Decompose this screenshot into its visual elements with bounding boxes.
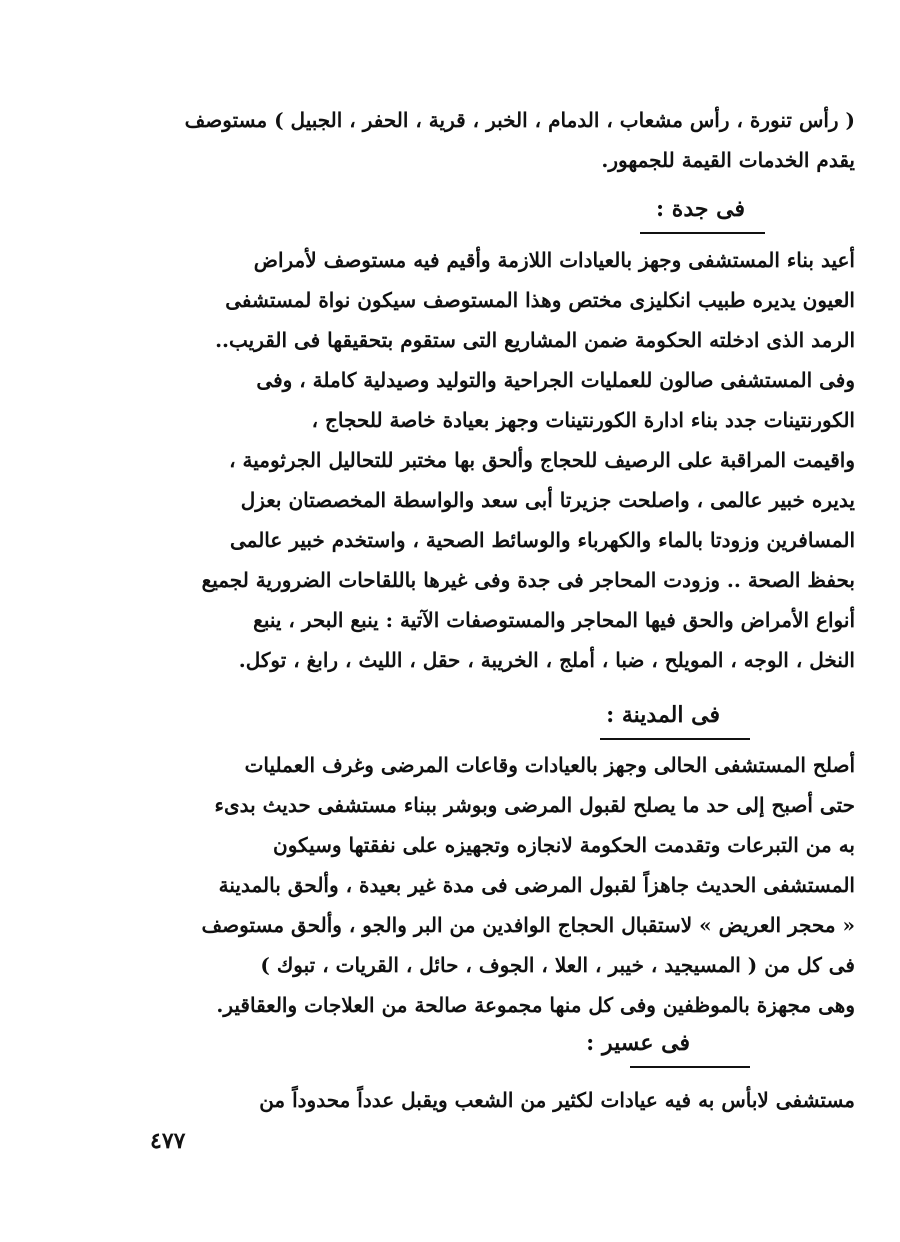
section-heading-asir: فى عسير :	[586, 1030, 690, 1056]
text-line: النخل ، الوجه ، المويلح ، ضبا ، أملج ، الخريبة ، حقل ، الليث ، رابغ ، توكل.	[238, 648, 855, 672]
text-line: وفى المستشفى صالون للعمليات الجراحية والتوليد وصيدلية كاملة ، وفى	[256, 368, 855, 392]
text-line: يقدم الخدمات القيمة للجمهور.	[601, 148, 855, 172]
text-line: يديره خبير عالمى ، واصلحت جزيرتا أبى سعد والواسطة المخصصتان بعزل	[240, 488, 855, 512]
text-line: بحفظ الصحة .. وزودت المحاجر فى جدة وفى غيرها باللقاحات الضرورية لجميع	[201, 568, 855, 592]
heading-underline	[640, 232, 765, 234]
text-line: أعيد بناء المستشفى وجهز بالعيادات اللازمة وأقيم فيه مستوصف لأمراض	[253, 248, 855, 272]
page-number: ٤٧٧	[150, 1128, 186, 1154]
jeddah-paragraph	[95, 240, 855, 680]
text-line: حتى أصبح إلى حد ما يصلح لقبول المرضى وبوشر ببناء مستشفى حديث بدىء	[214, 793, 855, 817]
text-line: الرمد الذى ادخلته الحكومة ضمن المشاريع التى ستقوم بتحقيقها فى القريب..	[215, 328, 855, 352]
text-line: أصلح المستشفى الحالى وجهز بالعيادات وقاعات المرضى وغرف العمليات	[244, 753, 855, 777]
section-heading-jeddah: فى جدة :	[656, 196, 745, 222]
text-line: مستشفى لابأس به فيه عيادات لكثير من الشعب ويقبل عدداً محدوداً من	[259, 1088, 855, 1112]
heading-underline	[630, 1066, 750, 1068]
text-line: واقيمت المراقبة على الرصيف للحجاج وألحق بها مختبر للتحاليل الجرثومية ،	[229, 448, 855, 472]
text-line: الكورنتينات جدد بناء ادارة الكورنتينات وجهز بعيادة خاصة للحجاج ،	[311, 408, 855, 432]
intro-paragraph	[95, 100, 855, 180]
text-line: المستشفى الحديث جاهزاً لقبول المرضى فى مدة غير بعيدة ، وألحق بالمدينة	[218, 873, 855, 897]
text-line: « محجر العريض » لاستقبال الحجاج الوافدين من البر والجو ، وألحق مستوصف	[201, 913, 855, 937]
section-heading-madinah: فى المدينة :	[606, 702, 720, 728]
text-line: وهى مجهزة بالموظفين وفى كل منها مجموعة صالحة من العلاجات والعقاقير.	[216, 993, 855, 1017]
heading-underline	[600, 738, 750, 740]
text-line: به من التبرعات وتقدمت الحكومة لانجازه وتجهيزه على نفقتها وسيكون	[273, 833, 855, 857]
text-line: المسافرين وزودتا بالماء والكهرباء والوسائط الصحية ، واستخدم خبير عالمى	[229, 528, 855, 552]
text-line: العيون يديره طبيب انكليزى مختص وهذا المستوصف سيكون نواة لمستشفى	[225, 288, 855, 312]
text-line: أنواع الأمراض والحق فيها المحاجر والمستوصفات الآتية : ينبع البحر ، ينبع	[253, 608, 855, 632]
text-line: ( رأس تنورة ، رأس مشعاب ، الدمام ، الخبر ، قرية ، الحفر ، الجبيل ) مستوصف	[184, 108, 855, 132]
text-line: فى كل من ( المسيجيد ، خيبر ، العلا ، الجوف ، حائل ، القريات ، تبوك )	[260, 953, 855, 977]
asir-paragraph	[95, 1080, 855, 1120]
madinah-paragraph	[95, 745, 855, 1025]
